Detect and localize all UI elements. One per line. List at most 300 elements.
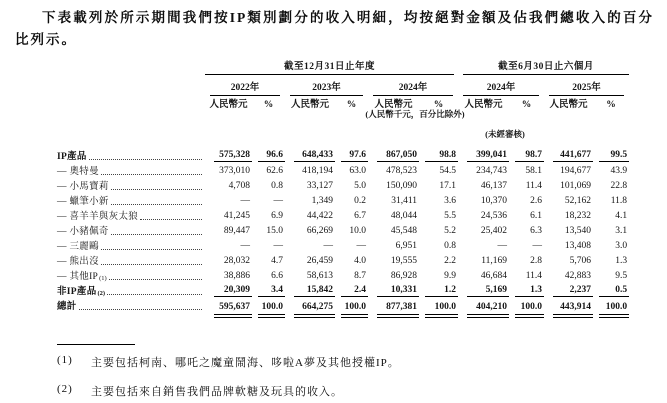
row-label-text: — 小豬佩奇: [57, 227, 109, 237]
percent-cell: [419, 268, 458, 283]
table-row: [57, 208, 629, 223]
cell-value: 38,886: [223, 271, 250, 281]
amount-cell: [544, 163, 593, 178]
cell-value: 58,613: [306, 271, 333, 281]
amount-cell: [458, 178, 509, 193]
dot-leader: [111, 234, 202, 235]
cell-value: —: [356, 241, 366, 251]
cell-value: 8.7: [354, 271, 366, 281]
footnote-2-marker: (2): [57, 383, 73, 395]
row-label-cell: [57, 253, 205, 268]
year-header-row: [57, 75, 629, 96]
year-2024h1-label: 2024年: [463, 75, 539, 96]
row-label-text: — 其他IP: [57, 272, 99, 282]
percent-cell: [509, 146, 544, 163]
cell-value: 63.0: [349, 166, 366, 176]
percent-header: %: [521, 100, 532, 110]
amount-cell: [544, 193, 593, 208]
percent-cell: [252, 268, 285, 283]
amount-cell: [285, 178, 335, 193]
amount-cell: [368, 163, 419, 178]
percent-cell: [593, 208, 629, 223]
cell-value: 62.6: [266, 166, 283, 176]
cell-value: 15,842: [294, 285, 335, 297]
cell-value: 0.8: [271, 181, 283, 191]
table-row: [57, 223, 629, 238]
dot-leader: [107, 294, 202, 295]
cell-value: 6.7: [354, 211, 366, 221]
cell-value: 2,237: [553, 285, 593, 297]
cell-value: 648,433: [294, 150, 335, 162]
cell-value: 86,928: [390, 271, 417, 281]
table-row: [57, 283, 629, 298]
amount-cell: [285, 283, 335, 298]
dot-leader: [111, 189, 202, 190]
percent-cell: [252, 298, 285, 319]
row-label-text: — 蠟筆小新: [57, 197, 109, 207]
cell-value: 441,677: [553, 150, 593, 162]
amount-cell: [544, 298, 593, 319]
percent-cell: [593, 298, 629, 319]
cell-value: 575,328: [214, 150, 252, 162]
dot-leader: [101, 174, 202, 175]
amount-cell: [458, 283, 509, 298]
column-header-row: [57, 96, 629, 110]
percent-cell: [335, 223, 368, 238]
percent-cell: [509, 298, 544, 319]
amount-cell: [368, 253, 419, 268]
amount-cell: [544, 178, 593, 193]
amount-cell: [458, 298, 509, 319]
amount-cell: [458, 146, 509, 163]
percent-cell: [335, 238, 368, 253]
cell-value: 98.8: [425, 150, 458, 162]
amount-cell: [458, 163, 509, 178]
cell-value: 1,349: [311, 196, 333, 206]
cell-value: 46,137: [480, 181, 508, 191]
cell-value: 2.4: [341, 285, 368, 297]
row-label-text: — 小馬寶莉: [57, 182, 109, 192]
percent-cell: [419, 178, 458, 193]
amount-cell: [285, 146, 335, 163]
cell-value: 100.0: [599, 302, 629, 318]
footnote-divider: [57, 344, 135, 345]
year-2024-label: 2024年: [373, 75, 453, 96]
footnote-1: [57, 354, 652, 370]
percent-cell: [593, 253, 629, 268]
cell-value: 0.2: [354, 196, 366, 206]
amount-cell: [544, 208, 593, 223]
cell-value: 5.5: [444, 211, 457, 221]
year-2022-label: 2022年: [210, 75, 280, 96]
amount-cell: [205, 178, 252, 193]
row-label-text: 非IP產品: [57, 287, 97, 297]
cell-value: 10,370: [480, 196, 508, 206]
unit-note: (人民幣千元，百分比除外): [365, 109, 465, 119]
cell-value: 100.0: [258, 302, 285, 318]
amount-cell: [544, 283, 593, 298]
cell-value: 5.0: [354, 181, 366, 191]
amount-cell: [205, 238, 252, 253]
cell-value: 6.9: [271, 211, 283, 221]
cell-value: 150,090: [386, 181, 417, 191]
cell-value: 100.0: [341, 302, 368, 318]
row-label-text: — 熊出沒: [57, 257, 99, 267]
cell-value: 3.1: [615, 226, 628, 236]
cell-value: 9.5: [615, 271, 628, 281]
footnote-1-marker: (1): [57, 354, 73, 366]
cell-value: 100.0: [425, 302, 458, 318]
amount-header: 人民幣元: [209, 100, 248, 110]
group-header-row: [57, 58, 629, 75]
percent-cell: [593, 268, 629, 283]
table-row: [57, 178, 629, 193]
cell-value: 97.6: [341, 150, 368, 162]
percent-cell: [419, 146, 458, 163]
footnote-ref: (2): [97, 289, 106, 297]
dot-leader: [140, 219, 202, 220]
cell-value: —: [532, 241, 543, 251]
amount-cell: [285, 238, 335, 253]
amount-cell: [205, 253, 252, 268]
year-header-2022: [205, 75, 285, 96]
percent-cell: [593, 193, 629, 208]
row-label-text: — 喜羊羊與灰太狼: [57, 212, 139, 222]
cell-value: 4,708: [228, 181, 250, 191]
cell-value: 1.3: [615, 256, 628, 266]
percent-cell: [593, 178, 629, 193]
amount-cell: [205, 193, 252, 208]
amount-cell: [205, 163, 252, 178]
percent-header: %: [346, 100, 357, 110]
cell-value: 96.6: [258, 150, 285, 162]
percent-header: %: [433, 100, 444, 110]
group-header-interim: [458, 58, 629, 75]
dot-leader: [109, 279, 202, 280]
row-label-cell: [57, 146, 205, 163]
dot-leader: [89, 159, 202, 160]
cell-value: 2.6: [530, 196, 543, 206]
amount-cell: [368, 193, 419, 208]
revenue-by-ip-table: [57, 58, 629, 319]
amount-cell: [458, 223, 509, 238]
cell-value: —: [497, 241, 508, 251]
cell-value: —: [240, 196, 250, 206]
cell-value: 46,684: [480, 271, 508, 281]
percent-header: %: [263, 100, 274, 110]
table-row: [57, 193, 629, 208]
percent-cell: [335, 253, 368, 268]
amount-cell: [205, 298, 252, 319]
cell-value: —: [273, 241, 283, 251]
cell-value: 478,523: [386, 166, 417, 176]
cell-value: 867,050: [377, 150, 419, 162]
cell-value: 6.6: [271, 271, 283, 281]
row-label-cell: [57, 268, 205, 283]
cell-value: 9.9: [444, 271, 457, 281]
cell-value: 404,210: [467, 302, 509, 318]
footnotes: [57, 344, 652, 403]
percent-cell: [252, 208, 285, 223]
year-2023-label: 2023年: [290, 75, 363, 96]
amount-cell: [368, 146, 419, 163]
cell-value: 2.2: [444, 256, 457, 266]
percent-cell: [335, 268, 368, 283]
cell-value: 4.7: [271, 256, 283, 266]
cell-value: 1.2: [425, 285, 458, 297]
cell-value: 877,381: [377, 302, 419, 318]
cell-value: 10,331: [377, 285, 419, 297]
year-header-2025h1: [544, 75, 629, 96]
percent-cell: [593, 238, 629, 253]
amount-cell: [458, 208, 509, 223]
table-body: [57, 146, 629, 319]
amount-cell: [458, 253, 509, 268]
amount-header: 人民幣元: [464, 100, 503, 110]
cell-value: 595,637: [214, 302, 252, 318]
dot-leader: [79, 309, 202, 310]
cell-value: 22.8: [610, 181, 628, 191]
cell-value: 399,041: [467, 150, 509, 162]
table-row: [57, 163, 629, 178]
amount-cell: [285, 163, 335, 178]
row-label-cell: [57, 193, 205, 208]
cell-value: 15.0: [266, 226, 283, 236]
dot-leader: [101, 264, 202, 265]
amount-cell: [544, 268, 593, 283]
amount-cell: [205, 208, 252, 223]
cell-value: 13,540: [564, 226, 592, 236]
group-header-annual-label: 截至12月31日止年度: [205, 58, 454, 75]
percent-cell: [335, 298, 368, 319]
cell-value: 234,743: [476, 166, 508, 176]
percent-cell: [509, 178, 544, 193]
amount-cell: [458, 238, 509, 253]
year-2025h1-label: 2025年: [549, 75, 624, 96]
percent-cell: [335, 146, 368, 163]
percent-cell: [252, 253, 285, 268]
intro-paragraph: 下表載列於所示期間我們按IP類別劃分的收入明細，均按絕對金額及佔我們總收入的百分比列示。: [15, 10, 654, 47]
cell-value: 4.1: [615, 211, 628, 221]
group-header-annual: [205, 58, 458, 75]
amount-cell: [368, 283, 419, 298]
cell-value: 5,706: [569, 256, 592, 266]
cell-value: 4.0: [354, 256, 366, 266]
percent-cell: [509, 163, 544, 178]
cell-value: 18,232: [564, 211, 592, 221]
amount-cell: [368, 223, 419, 238]
table-row: [57, 253, 629, 268]
percent-cell: [335, 283, 368, 298]
percent-cell: [252, 238, 285, 253]
cell-value: 194,677: [560, 166, 592, 176]
row-label-cell: [57, 298, 205, 313]
table-row: [57, 268, 629, 283]
footnote-2-text: 主要包括來自銷售我們品牌軟糖及玩具的收入。: [91, 386, 343, 398]
percent-cell: [419, 223, 458, 238]
percent-cell: [335, 178, 368, 193]
cell-value: 24,536: [480, 211, 508, 221]
header-note-spacer: [57, 110, 629, 146]
percent-cell: [593, 163, 629, 178]
cell-value: —: [240, 241, 250, 251]
amount-cell: [544, 223, 593, 238]
percent-cell: [335, 163, 368, 178]
amount-cell: [368, 298, 419, 319]
cell-value: 44,422: [306, 211, 333, 221]
percent-cell: [593, 283, 629, 298]
percent-cell: [509, 223, 544, 238]
amount-cell: [368, 208, 419, 223]
row-label-text: IP產品: [57, 152, 87, 162]
cell-value: 101,069: [560, 181, 592, 191]
percent-cell: [509, 193, 544, 208]
amount-cell: [205, 146, 252, 163]
year-header-2024h1: [458, 75, 544, 96]
cell-value: 373,010: [219, 166, 250, 176]
table-row: [57, 146, 629, 163]
percent-cell: [252, 163, 285, 178]
amount-cell: [205, 283, 252, 298]
cell-value: 5,169: [467, 285, 509, 297]
amount-cell: [368, 238, 419, 253]
amount-cell: [458, 268, 509, 283]
row-label-text: 總計: [57, 302, 77, 312]
dot-leader: [111, 204, 202, 205]
cell-value: 0.5: [599, 285, 629, 297]
table-row: [57, 238, 629, 253]
cell-value: 6.1: [530, 211, 543, 221]
percent-cell: [419, 238, 458, 253]
row-label-cell: [57, 238, 205, 253]
amount-cell: [285, 193, 335, 208]
cell-value: 6,951: [395, 241, 417, 251]
percent-cell: [335, 193, 368, 208]
percent-cell: [419, 193, 458, 208]
footnote-2: [57, 383, 652, 399]
cell-value: 100.0: [515, 302, 544, 318]
amount-cell: [368, 178, 419, 193]
cell-value: 89,447: [223, 226, 250, 236]
cell-value: 11.8: [610, 196, 628, 206]
cell-value: 664,275: [294, 302, 335, 318]
footnote-1-text: 主要包括柯南、哪吒之魔童鬧海、哆啦A夢及其他授權IP。: [91, 357, 400, 369]
cell-value: 28,032: [223, 256, 250, 266]
cell-value: 17.1: [439, 181, 457, 191]
percent-cell: [509, 208, 544, 223]
percent-cell: [419, 163, 458, 178]
cell-value: 48,044: [390, 211, 417, 221]
cell-value: 10.0: [349, 226, 366, 236]
cell-value: 5.2: [444, 226, 457, 236]
amount-cell: [285, 253, 335, 268]
cell-value: 45,548: [390, 226, 417, 236]
row-label-cell: [57, 163, 205, 178]
percent-cell: [419, 298, 458, 319]
amount-cell: [368, 268, 419, 283]
cell-value: 42,883: [564, 271, 592, 281]
cell-value: 443,914: [553, 302, 593, 318]
row-label-cell: [57, 223, 205, 238]
unaudited-note: (未經審核): [485, 129, 525, 139]
percent-cell: [335, 208, 368, 223]
cell-value: 0.8: [444, 241, 457, 251]
amount-cell: [544, 253, 593, 268]
row-label-cell: [57, 178, 205, 193]
row-label-text: — 奧特曼: [57, 167, 99, 177]
cell-value: 3.0: [615, 241, 628, 251]
cell-value: 26,459: [306, 256, 333, 266]
percent-cell: [252, 283, 285, 298]
amount-cell: [205, 223, 252, 238]
amount-cell: [458, 193, 509, 208]
cell-value: 3.4: [258, 285, 285, 297]
amount-header: 人民幣元: [549, 100, 588, 110]
percent-cell: [252, 223, 285, 238]
amount-cell: [285, 298, 335, 319]
cell-value: 1.3: [515, 285, 544, 297]
amount-cell: [544, 238, 593, 253]
cell-value: 41,245: [223, 211, 250, 221]
amount-cell: [285, 223, 335, 238]
dot-leader: [101, 249, 202, 250]
cell-value: 11.4: [525, 181, 543, 191]
percent-cell: [252, 146, 285, 163]
amount-header: 人民幣元: [374, 100, 413, 110]
cell-value: 3.6: [444, 196, 457, 206]
cell-value: 418,194: [302, 166, 333, 176]
cell-value: 13,408: [564, 241, 592, 251]
cell-value: —: [323, 241, 333, 251]
percent-cell: [419, 253, 458, 268]
cell-value: 31,411: [391, 196, 417, 206]
cell-value: 2.8: [530, 256, 543, 266]
cell-value: 66,269: [306, 226, 333, 236]
percent-cell: [419, 283, 458, 298]
percent-cell: [509, 253, 544, 268]
percent-cell: [252, 178, 285, 193]
percent-header: %: [606, 100, 616, 110]
year-header-2023: [285, 75, 368, 96]
cell-value: 25,402: [480, 226, 508, 236]
table-row: [57, 298, 629, 319]
amount-cell: [205, 268, 252, 283]
cell-value: 19,555: [390, 256, 417, 266]
percent-cell: [509, 283, 544, 298]
amount-cell: [544, 146, 593, 163]
percent-cell: [593, 223, 629, 238]
cell-value: 58.1: [525, 166, 543, 176]
cell-value: 99.5: [599, 150, 629, 162]
amount-header: 人民幣元: [290, 100, 329, 110]
row-label-cell: [57, 283, 205, 298]
percent-cell: [509, 238, 544, 253]
year-header-2024: [368, 75, 458, 96]
cell-value: 33,127: [306, 181, 333, 191]
amount-cell: [285, 268, 335, 283]
cell-value: 11.4: [525, 271, 543, 281]
percent-cell: [593, 146, 629, 163]
cell-value: 54.5: [439, 166, 457, 176]
percent-cell: [509, 268, 544, 283]
amount-cell: [285, 208, 335, 223]
cell-value: 43.9: [610, 166, 628, 176]
revenue-table-container: [57, 58, 631, 319]
cell-value: 20,309: [214, 285, 252, 297]
row-label-text: — 三麗鷗: [57, 242, 99, 252]
cell-value: 6.3: [530, 226, 543, 236]
cell-value: —: [273, 196, 283, 206]
